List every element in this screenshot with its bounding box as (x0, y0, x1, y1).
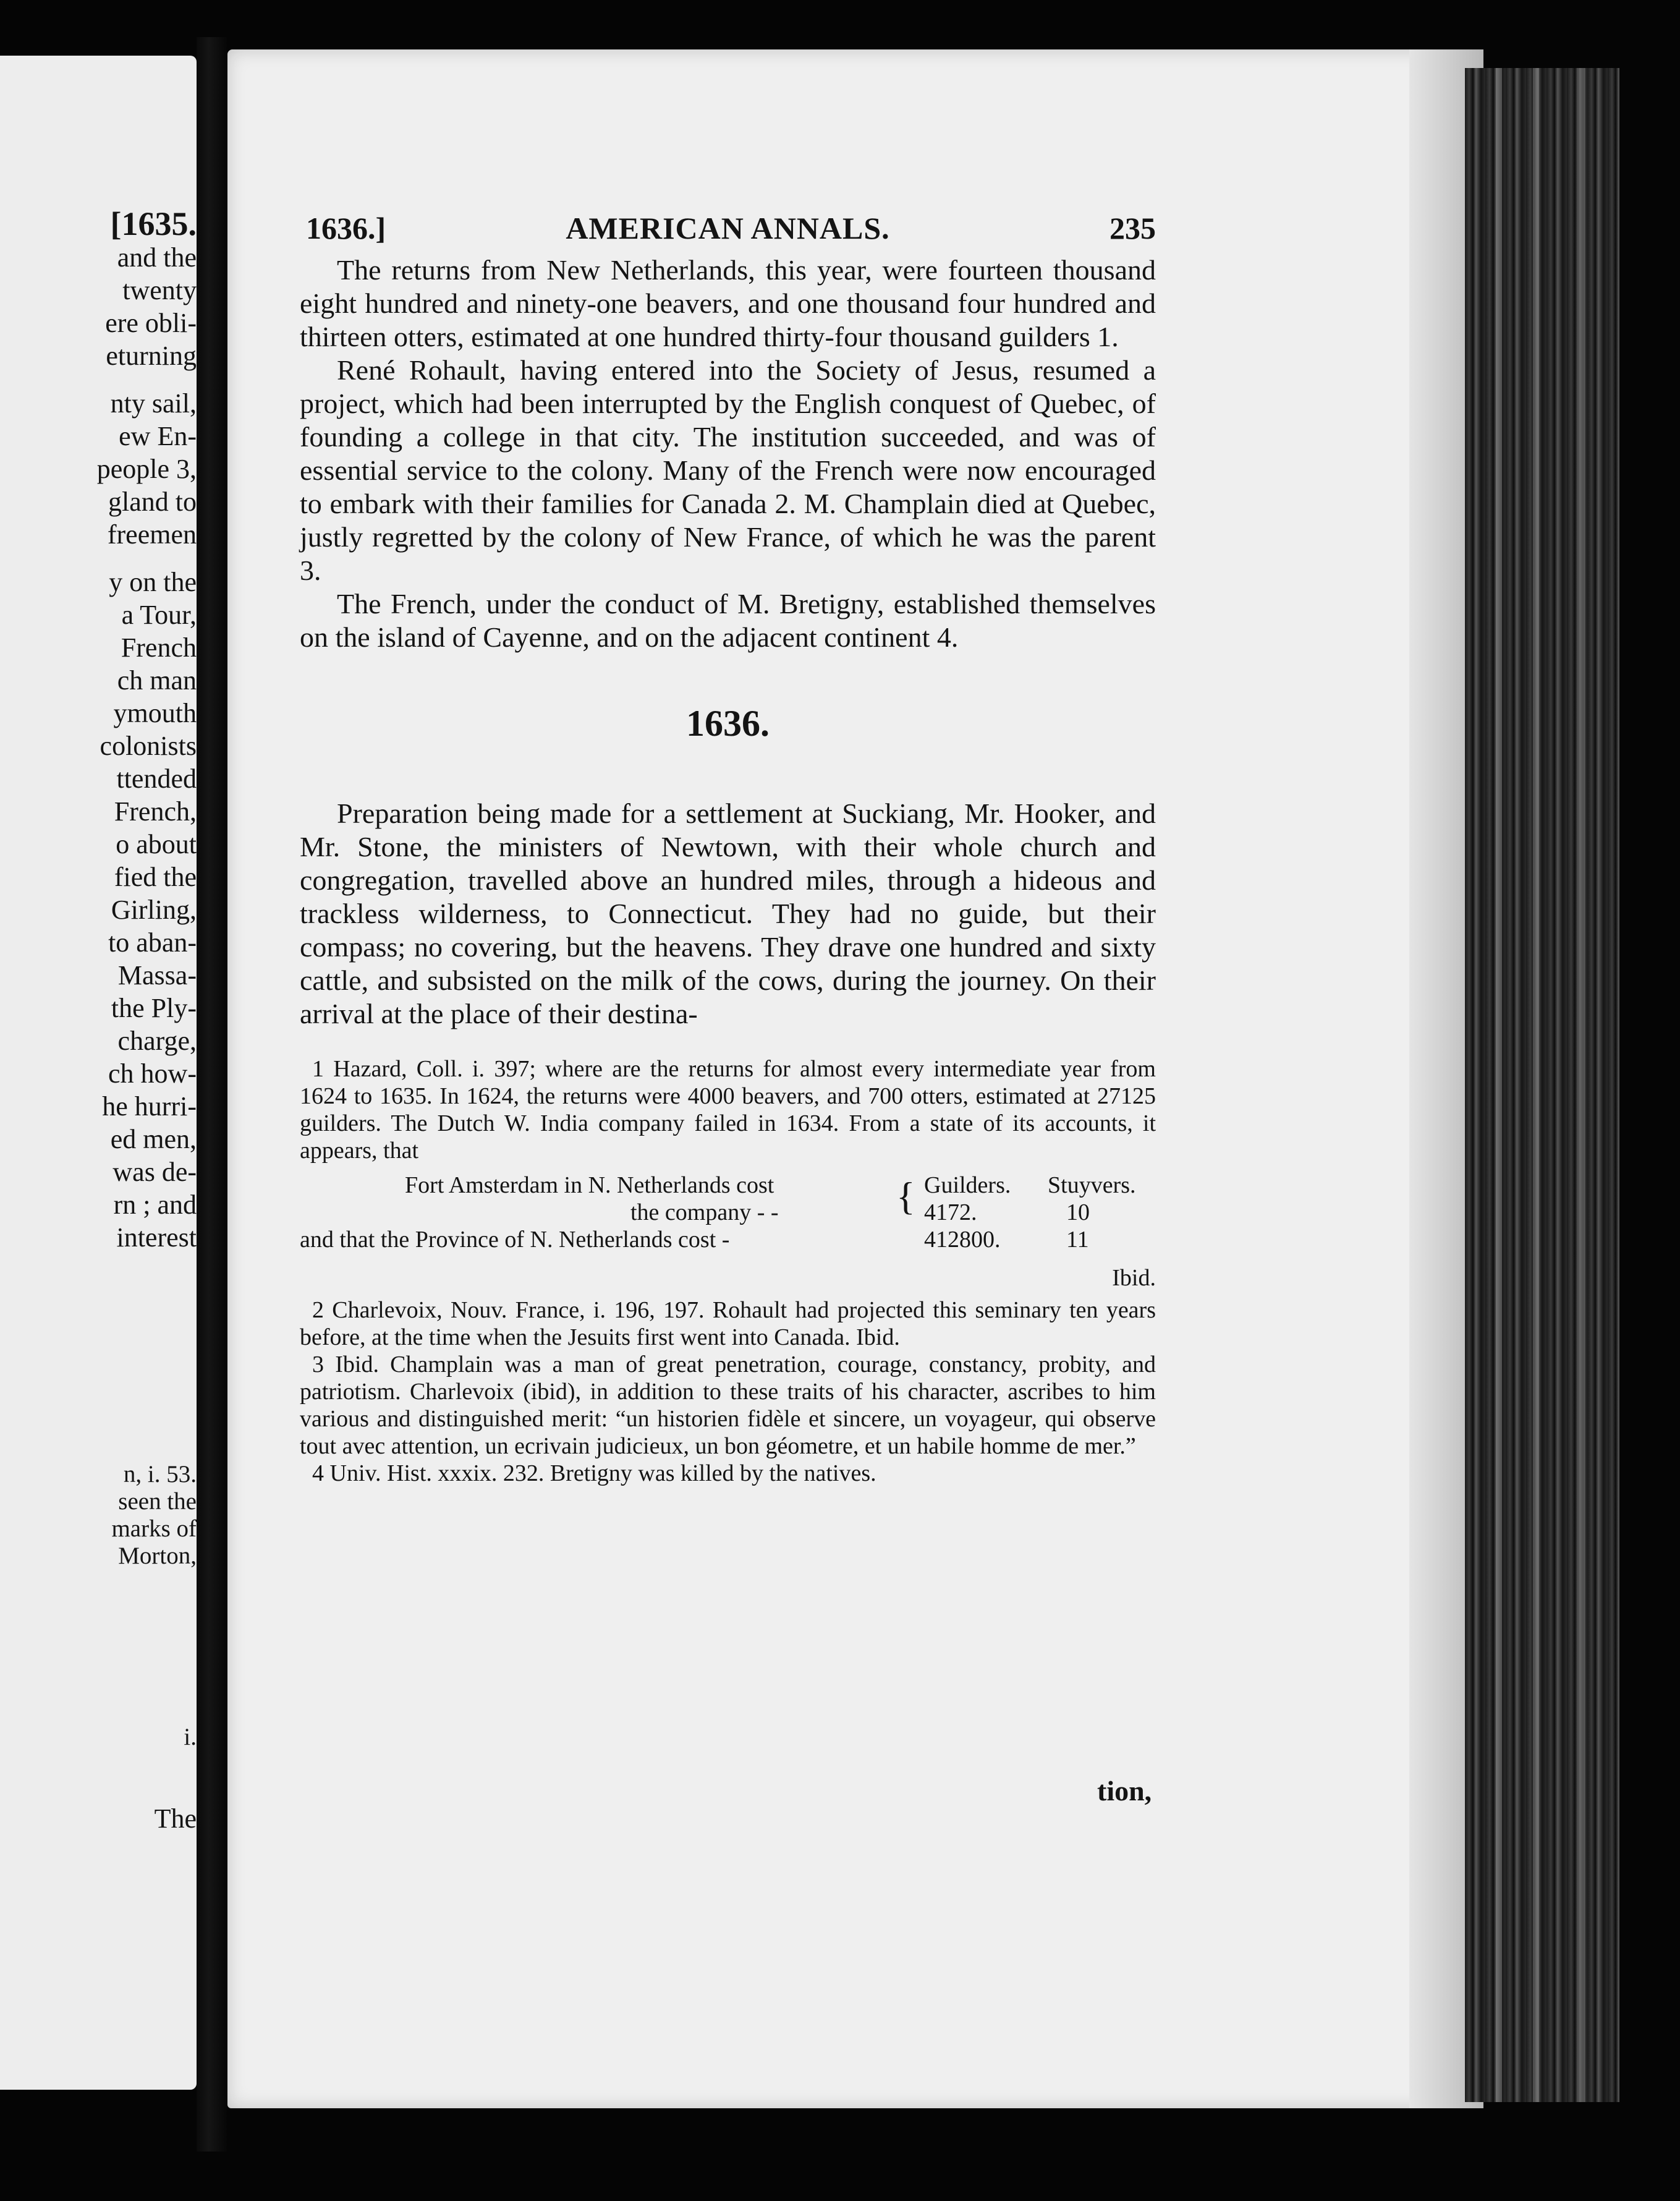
left-page-line: ymouth (113, 698, 197, 728)
table-row1-guilders: 4172. (924, 1199, 977, 1225)
left-page-note-line: Morton, (118, 1543, 197, 1569)
left-page-note-line: seen the (118, 1488, 197, 1515)
page-number: 235 (1109, 211, 1156, 245)
left-page-line: ttended (116, 764, 197, 794)
left-page-line: ere obli- (105, 308, 197, 338)
paragraph-returns: The returns from New Netherlands, this year, were fourteen thousand eight hundred and ninety-one beavers, and one thousand four hundred and thirteen otters, estimated at one hundred thirty-four thousand guilders 1. (300, 254, 1156, 352)
left-page-line: interest (116, 1222, 197, 1253)
left-page-line: to aban- (108, 927, 197, 958)
left-page-line: freemen (107, 519, 197, 550)
table-row2-label: and that the Province of N. Netherlands cost - (300, 1227, 730, 1253)
table-row2-guilders: 412800. (924, 1227, 1001, 1253)
running-head-year: 1636.] (306, 211, 386, 245)
left-page-line: he hurri- (102, 1091, 197, 1122)
year-heading: 1636. (686, 703, 770, 744)
footnote-2: 2 Charlevoix, Nouv. France, i. 196, 197. Rohault had projected this seminary ten years before, at the time when the Jesuits first went into Canada. Ibid. (300, 1297, 1156, 1350)
left-page-line: ew En- (119, 421, 197, 451)
left-page-line: and the (117, 242, 197, 273)
footnotes (300, 1055, 1156, 1487)
left-page-line: was de- (112, 1157, 197, 1187)
left-page-line: rn ; and (113, 1190, 197, 1220)
left-page-line: Girling, (111, 895, 197, 925)
left-page-note-line: marks of (111, 1515, 197, 1542)
footnote-4: 4 Univ. Hist. xxxix. 232. Bretigny was killed by the natives. (312, 1460, 876, 1486)
left-page-line: twenty (122, 275, 197, 305)
paragraph-suckiang: Preparation being made for a settlement at Suckiang, Mr. Hooker, and Mr. Stone, the ministers of Newtown, with their whole church and congregation, travelled above an hundred miles, through a hideous and trackless wilderness, to Connecticut. They had no guide, but their compass; no covering, but the heavens. They drave one hundred and sixty cattle, and subsisted on the milk of the cows, during the journey. On their arrival at the place of their destina- (300, 798, 1156, 1029)
running-head (300, 210, 1156, 253)
table-row1-stuyvers: 10 (1066, 1199, 1090, 1225)
left-facing-page (0, 56, 197, 2090)
paragraph-rohault: René Rohault, having entered into the Society of Jesus, resumed a project, which had been interrupted by the English conquest of Quebec, of founding a college in that city. The institution succeeded, and was of essential service to the colony. Many of the French were now encouraged to embark with their families for Canada 2. M. Champlain died at Quebec, justly regretted by the colony of New France, of which he was the parent 3. (300, 354, 1156, 586)
left-page-catchword: The (154, 1803, 197, 1834)
left-page-line: fied the (114, 862, 197, 892)
left-page-line: people 3, (96, 454, 197, 484)
left-page-line: y on the (109, 567, 197, 597)
left-page-line: charge, (117, 1026, 197, 1056)
footnote-1: 1 Hazard, Coll. i. 397; where are the returns for almost every intermediate year from 1624 to 1635. In 1624, the returns were 4000 beavers, and 700 otters, estimated at 27125 guilders. The Dutch W. India company failed in 1634. From a state of its accounts, it appears, that (300, 1056, 1156, 1164)
left-page-line: eturning (106, 341, 197, 371)
left-page-line: ch man (117, 665, 197, 696)
paragraph-cayenne: The French, under the conduct of M. Bretigny, established themselves on the island of Cayenne, and on the adjacent continent 4. (300, 588, 1156, 653)
left-page-header: [1635. (110, 205, 197, 242)
footnote-table (300, 1172, 1156, 1264)
left-page-line: the Ply- (111, 993, 197, 1023)
running-head-title: AMERICAN ANNALS. (566, 211, 890, 245)
table-row2-stuyvers: 11 (1066, 1227, 1089, 1253)
table-col-stuyvers: Stuyvers. (1048, 1172, 1136, 1198)
table-brace: { (896, 1174, 915, 1218)
left-page-line: Massa- (117, 960, 197, 990)
book-gutter (197, 37, 227, 2152)
table-row1-label: Fort Amsterdam in N. Netherlands cost (405, 1172, 774, 1198)
left-page-line: colonists (100, 731, 197, 761)
footnote-3: 3 Ibid. Champlain was a man of great penetration, courage, constancy, probity, and patriotism. Charlevoix (ibid), in addition to these traits of his character, ascribes to him various and distinguished merit: “un historien fidèle et sincere, un voyageur, qui observe tout avec attention, un ecrivain judicieux, un bon géometre, et un habile homme de mer.” (300, 1352, 1156, 1459)
left-page-line: gland to (108, 487, 197, 517)
left-page-note-line: n, i. 53. (123, 1461, 197, 1488)
left-page-line: French (121, 632, 197, 663)
left-page-line: ed men, (110, 1124, 197, 1154)
left-page-line: nty sail, (110, 388, 197, 419)
table-source: Ibid. (1112, 1265, 1156, 1291)
page-catchword: tion, (1097, 1775, 1152, 1807)
page-text-block (300, 210, 1156, 1487)
left-page-line: ch how- (108, 1058, 197, 1089)
table-row1-label-cont: the company - - (630, 1199, 779, 1225)
left-page-note-tail: i. (184, 1724, 197, 1750)
left-page-line: French, (114, 796, 197, 827)
left-page-line: a Tour, (121, 600, 197, 630)
table-col-guilders: Guilders. (924, 1172, 1011, 1198)
left-page-line: o about (116, 829, 197, 859)
